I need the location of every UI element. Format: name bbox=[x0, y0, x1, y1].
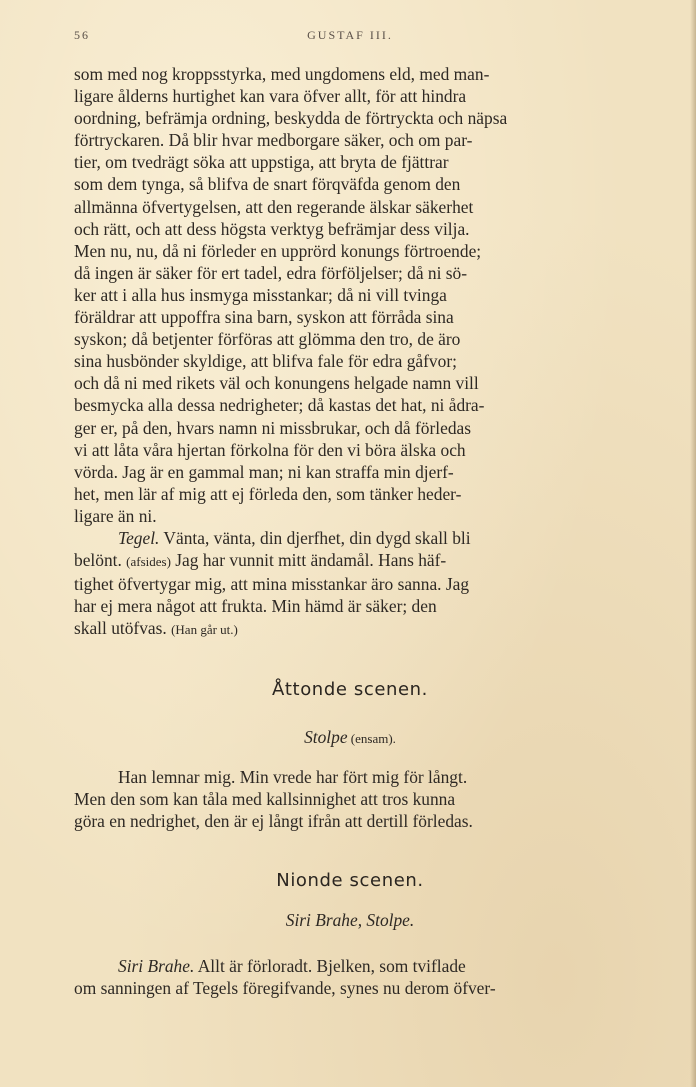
cast-name-stolpe: Stolpe bbox=[304, 727, 348, 747]
text-line: Han lemnar mig. Min vrede har fört mig för långt. bbox=[118, 767, 468, 787]
text-line: ker att i alla hus insmyga misstankar; då ni vill tvinga bbox=[74, 284, 447, 305]
text-line: vi att låta våra hjertan förkolna för den vi böra älska och bbox=[74, 439, 466, 460]
siri-line bbox=[74, 955, 626, 977]
text-line: ger er, på den, hvars namn ni missbrukar, och då förledas bbox=[74, 417, 472, 438]
tegel-line: tighet öfvertygar mig, att mina misstankar äro sanna. Jag bbox=[74, 574, 470, 595]
text-line: förtryckaren. Då blir hvar medborgare säker, och om par- bbox=[74, 130, 473, 151]
scene-cast-eighth bbox=[74, 727, 626, 748]
scene8-speech bbox=[74, 766, 626, 832]
text-line: vörda. Jag är en gammal man; ni kan straffa min djerf- bbox=[74, 461, 454, 482]
cast-note: (ensam). bbox=[347, 731, 396, 746]
tegel-line-text: Vänta, vänta, din djerfhet, din dygd skall bli bbox=[159, 527, 471, 548]
text-line: och då ni med rikets väl och konungens helgade namn vill bbox=[74, 373, 479, 394]
text-line: ligare ålderns hurtighet kan vara öfver allt, för att hindra bbox=[74, 86, 467, 107]
scene-heading-ninth: Nionde scenen. bbox=[276, 870, 424, 891]
tegel-line-text: skall utöfvas. bbox=[74, 618, 172, 639]
text-line: tier, om tvedrägt söka att uppstiga, att bryta de fjättrar bbox=[74, 152, 449, 173]
scene9-speech bbox=[74, 955, 626, 999]
aside-direction: (afsides) bbox=[126, 554, 171, 570]
text-line: besmycka alla dessa nedrigheter; då kastas det hat, ni ådra- bbox=[74, 395, 485, 416]
text-line: ligare än ni. bbox=[74, 505, 157, 526]
speaker-tegel: Tegel. bbox=[118, 527, 160, 548]
siri-line: om sanningen af Tegels föregifvande, synes nu derom öfver- bbox=[74, 978, 496, 999]
text-line: då ingen är säker för ert tadel, edra förföljelser; då ni sö- bbox=[74, 262, 468, 283]
tegel-line bbox=[74, 527, 626, 549]
exit-direction: (Han går ut.) bbox=[171, 622, 238, 638]
text-line: och rätt, och att dess högsta verktyg befrämjar dess vilja. bbox=[74, 218, 470, 239]
stolpe-speech bbox=[74, 63, 626, 641]
page-edge-shadow bbox=[690, 0, 696, 1087]
running-title: GUSTAF III. bbox=[307, 28, 393, 42]
text-line: sina husbönder skyldige, att blifva fale för edra gåfvor; bbox=[74, 351, 457, 372]
text-line: föräldrar att uppoffra sina barn, syskon att förråda sina bbox=[74, 307, 454, 328]
siri-line-text: Allt är förloradt. Bjelken, som tviflade bbox=[194, 956, 466, 976]
text-line: allmänna öfvertygelsen, att den regerande älskar säkerhet bbox=[74, 196, 474, 217]
tegel-line bbox=[74, 617, 626, 641]
scene-cast-ninth: Siri Brahe, Stolpe. bbox=[285, 910, 415, 930]
tegel-line bbox=[74, 549, 626, 573]
text-line: som med nog kroppsstyrka, med ungdomens eld, med man- bbox=[74, 64, 490, 84]
text-line: oordning, befrämja ordning, beskydda de förtryckta och näpsa bbox=[74, 108, 508, 129]
tegel-line: har ej mera något att frukta. Min hämd är säker; den bbox=[74, 596, 437, 617]
speaker-siri-brahe: Siri Brahe. bbox=[118, 956, 195, 976]
text-line: het, men lär af mig att ej förleda den, som tänker heder- bbox=[74, 483, 462, 504]
running-header bbox=[74, 28, 626, 48]
tegel-line-text: belönt. bbox=[74, 550, 127, 571]
text-line: Men den som kan tåla med kallsinnighet att tros kunna bbox=[74, 789, 456, 810]
text-line: göra en nedrighet, den är ej långt ifrån att dertill förledas. bbox=[74, 811, 473, 832]
text-line: Men nu, nu, då ni förleder en upprörd konungs förtroende; bbox=[74, 240, 482, 261]
scene-heading-eighth: Åttonde scenen. bbox=[271, 679, 429, 700]
text-line: som dem tynga, så blifva de snart förqväfda genom den bbox=[74, 174, 461, 195]
tegel-line-text: Jag har vunnit mitt ändamål. Hans häf- bbox=[170, 550, 447, 571]
text-line: syskon; då betjenter förföras att glömma den tro, de äro bbox=[74, 329, 461, 350]
page-number: 56 bbox=[74, 28, 90, 42]
